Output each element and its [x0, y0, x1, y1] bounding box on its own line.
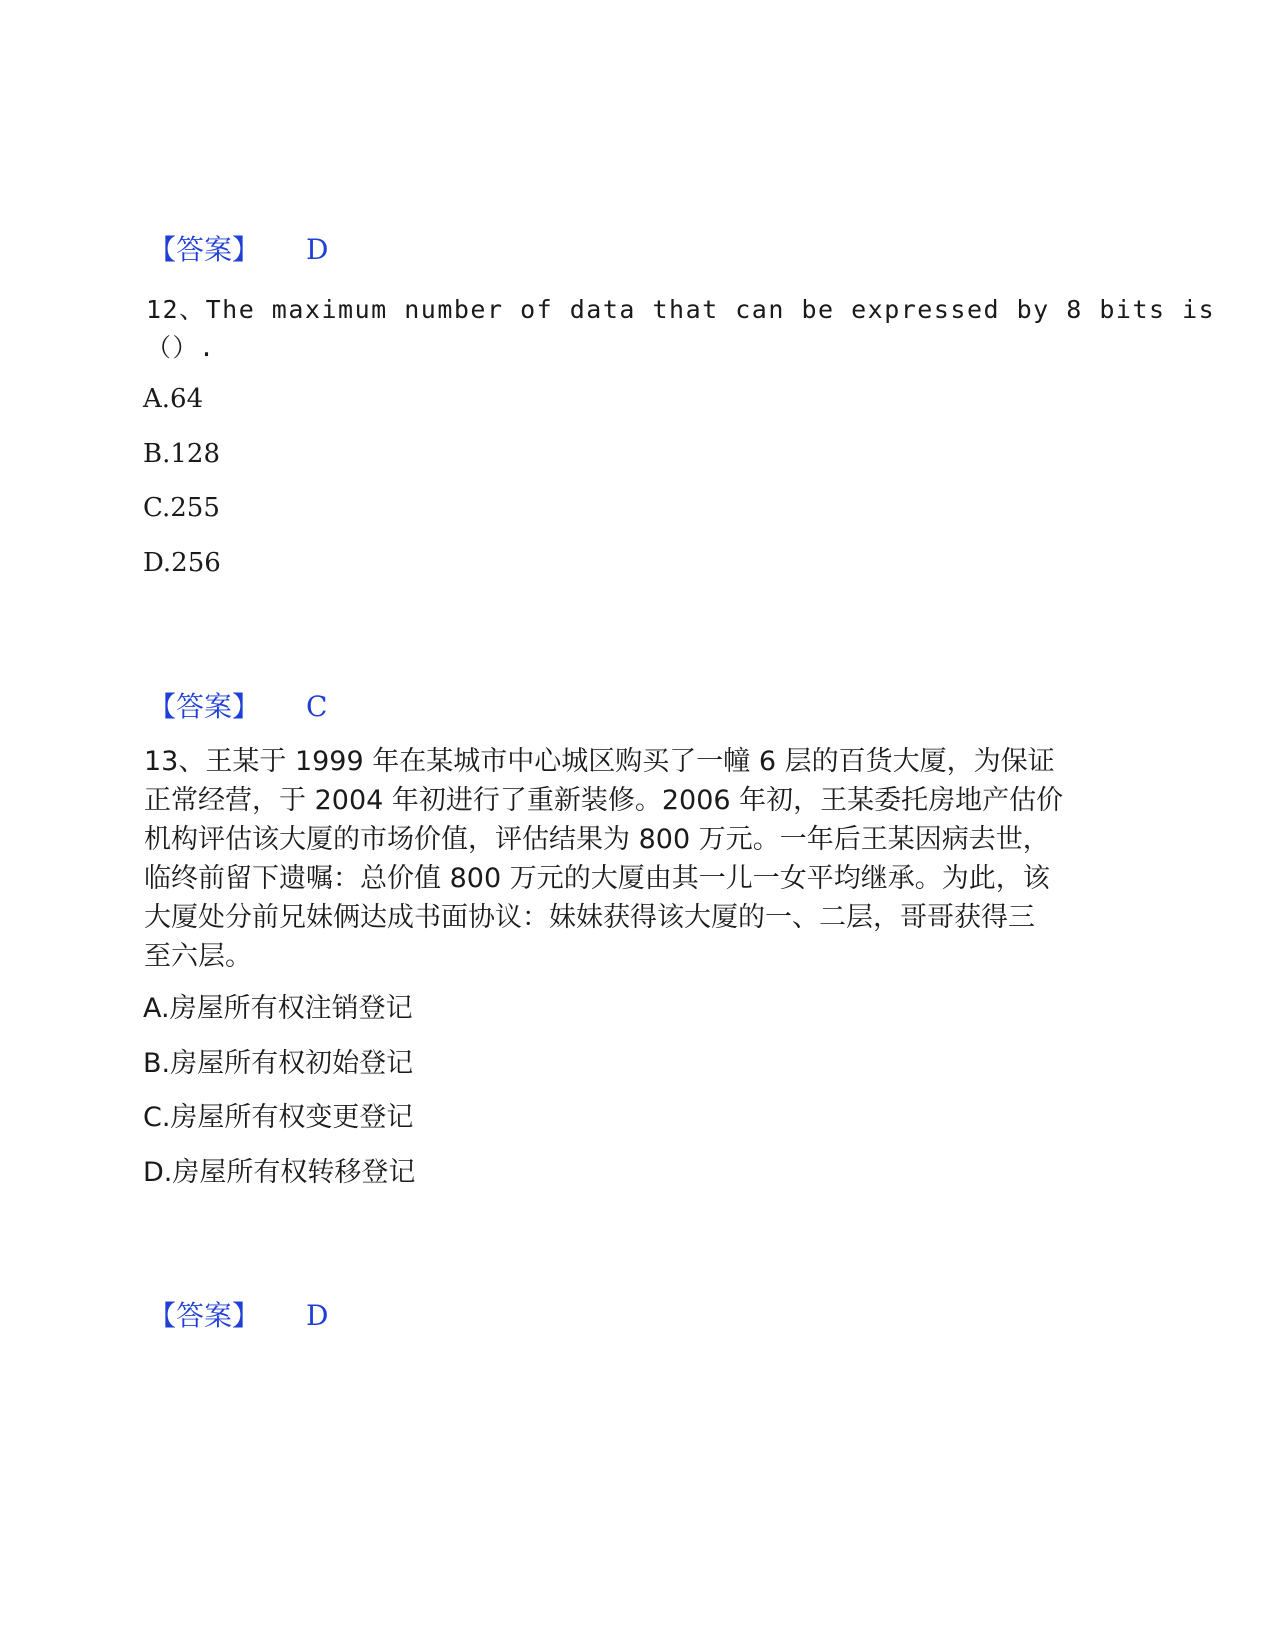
question-13-text — [144, 742, 1063, 976]
option-b: B.128 — [143, 439, 220, 469]
answer-row — [148, 1298, 329, 1334]
answer-value: D — [306, 233, 329, 266]
question-13-line: 大厦处分前兄妹俩达成书面协议：妹妹获得该大厦的一、二层，哥哥获得三 — [144, 902, 1035, 933]
option-c: C.255 — [143, 493, 220, 523]
answer-label: 【答案】 — [148, 233, 261, 266]
answer-value: D — [306, 1299, 329, 1332]
question-13-line: 13、王某于 1999 年在某城市中心城区购买了一幢 6 层的百货大厦，为保证 — [144, 746, 1055, 777]
question-12-text-cont: （）. — [146, 333, 216, 362]
answer-value: C — [306, 690, 328, 723]
option-c: C.房屋所有权变更登记 — [143, 1102, 414, 1133]
option-d: D.256 — [143, 548, 221, 578]
answer-row — [148, 689, 328, 725]
answer-label: 【答案】 — [148, 1299, 261, 1332]
question-13-line: 至六层。 — [144, 941, 252, 972]
question-13-line: 正常经营，于 2004 年初进行了重新装修。2006 年初，王某委托房地产估价 — [144, 785, 1064, 816]
answer-row — [148, 232, 329, 268]
option-b: B.房屋所有权初始登记 — [143, 1048, 414, 1079]
question-12-text: 12、The maximum number of data that can be expressed by 8 bits is — [146, 295, 1216, 324]
answer-label: 【答案】 — [148, 690, 261, 723]
option-a: A.房屋所有权注销登记 — [143, 993, 413, 1024]
question-13-line: 机构评估该大厦的市场价值，评估结果为 800 万元。一年后王某因病去世， — [144, 824, 1050, 855]
option-d: D.房屋所有权转移登记 — [143, 1157, 416, 1188]
question-13-line: 临终前留下遗嘱：总价值 800 万元的大厦由其一儿一女平均继承。为此，该 — [144, 863, 1050, 894]
option-a: A.64 — [143, 384, 204, 414]
